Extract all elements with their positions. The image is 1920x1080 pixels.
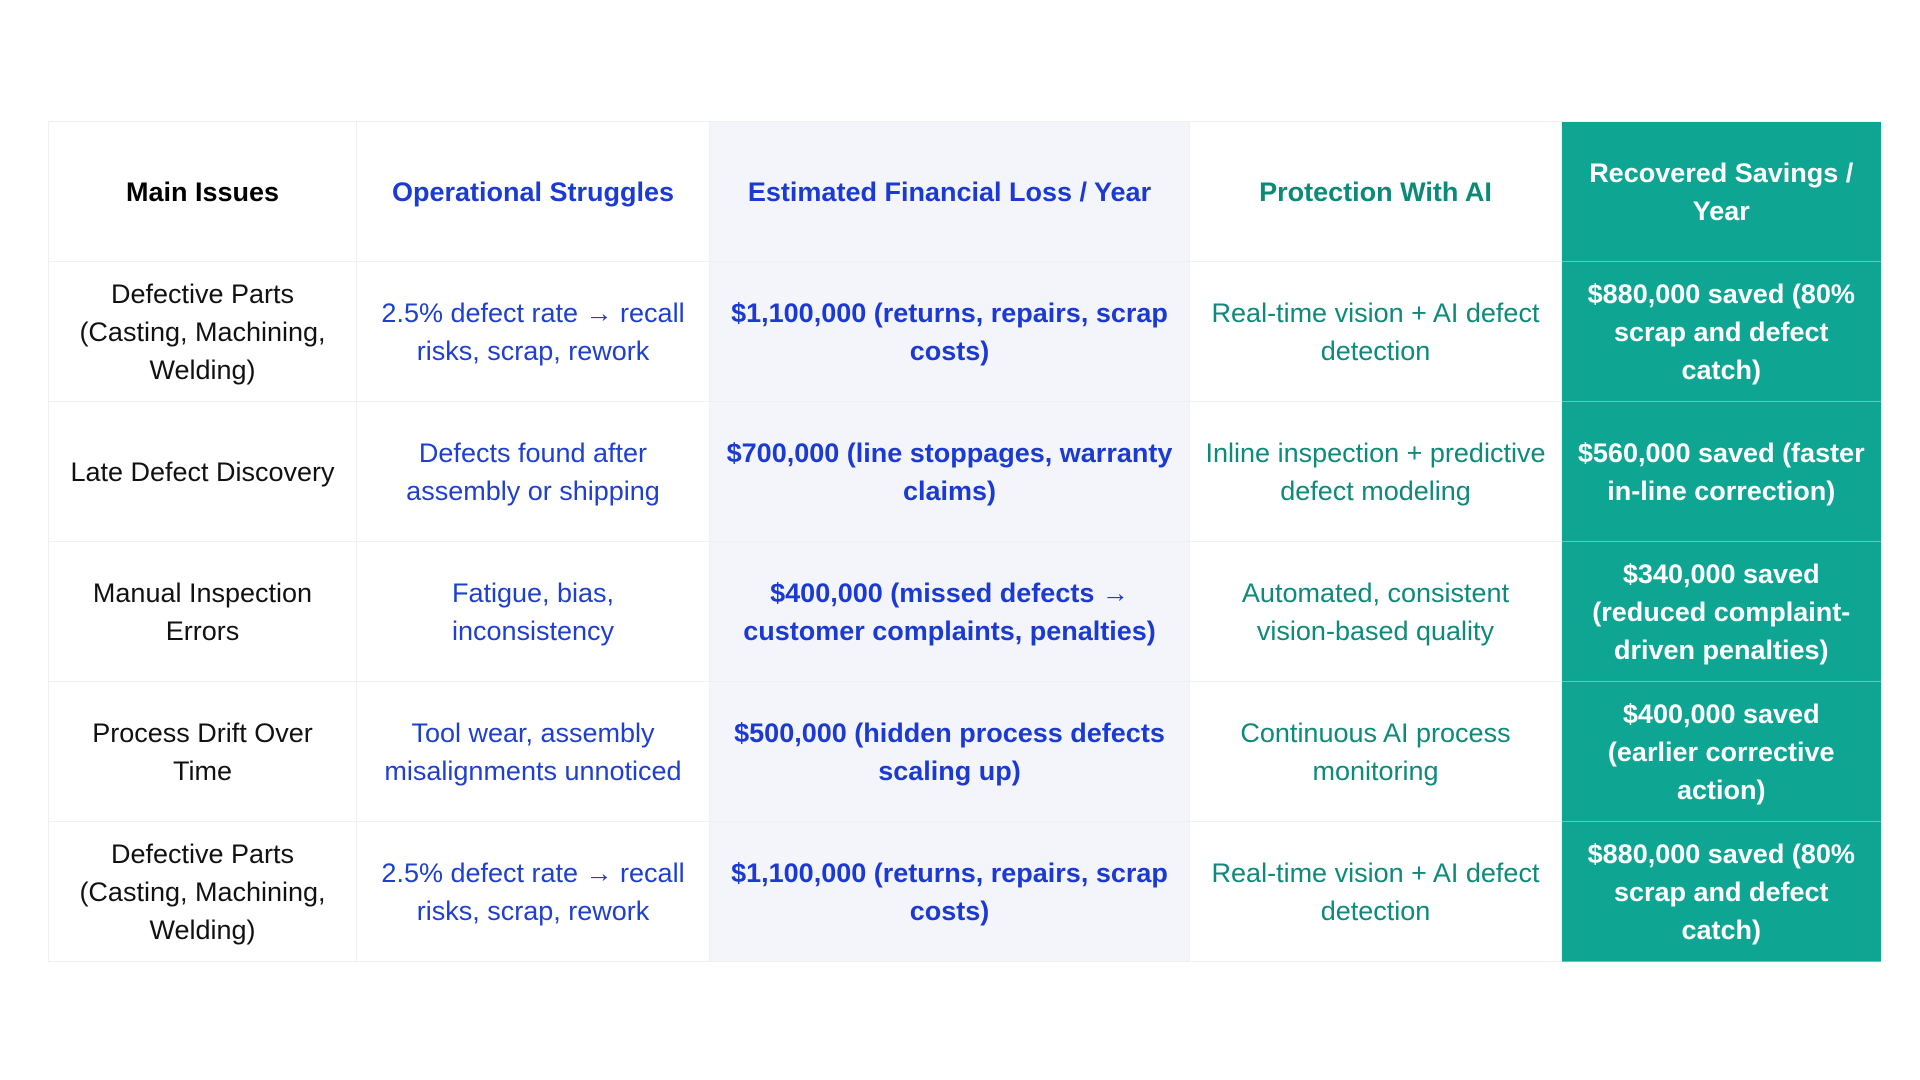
- cell-ai-protection: Real-time vision + AI defect detection: [1190, 822, 1562, 962]
- cell-operational-struggle: Defects found after assembly or shipping: [357, 402, 710, 542]
- cell-operational-struggle: 2.5% defect rate → recall risks, scrap, rework: [357, 262, 710, 402]
- cell-main-issue: Defective Parts (Casting, Machining, Welding): [49, 262, 357, 402]
- cell-financial-loss: $1,100,000 (returns, repairs, scrap costs): [710, 262, 1190, 402]
- header-row: [49, 122, 1881, 262]
- cell-financial-loss: $500,000 (hidden process defects scaling up): [710, 682, 1190, 822]
- table-body: [49, 262, 1881, 962]
- cell-financial-loss: $700,000 (line stoppages, warranty claims): [710, 402, 1190, 542]
- cell-recovered-savings: $560,000 saved (faster in-line correction): [1562, 402, 1881, 542]
- comparison-table-container: [48, 121, 1880, 962]
- table-header: [49, 122, 1881, 262]
- cell-recovered-savings: $340,000 saved (reduced complaint-driven penalties): [1562, 542, 1881, 682]
- cell-recovered-savings: $880,000 saved (80% scrap and defect catch): [1562, 822, 1881, 962]
- cell-main-issue: Late Defect Discovery: [49, 402, 357, 542]
- cell-main-issue: Process Drift Over Time: [49, 682, 357, 822]
- header-protection-with-ai: Protection With AI: [1190, 122, 1562, 262]
- cell-recovered-savings: $880,000 saved (80% scrap and defect catch): [1562, 262, 1881, 402]
- table-row: [49, 402, 1881, 542]
- header-operational-struggles: Operational Struggles: [357, 122, 710, 262]
- cell-main-issue: Manual Inspection Errors: [49, 542, 357, 682]
- table-row: [49, 682, 1881, 822]
- cell-recovered-savings: $400,000 saved (earlier corrective action): [1562, 682, 1881, 822]
- cell-financial-loss: $1,100,000 (returns, repairs, scrap costs): [710, 822, 1190, 962]
- cell-operational-struggle: Tool wear, assembly misalignments unnoticed: [357, 682, 710, 822]
- table-row: [49, 262, 1881, 402]
- cell-ai-protection: Continuous AI process monitoring: [1190, 682, 1562, 822]
- cell-operational-struggle: 2.5% defect rate → recall risks, scrap, rework: [357, 822, 710, 962]
- cell-operational-struggle: Fatigue, bias, inconsistency: [357, 542, 710, 682]
- cell-main-issue: Defective Parts (Casting, Machining, Welding): [49, 822, 357, 962]
- table-row: [49, 822, 1881, 962]
- table-row: [49, 542, 1881, 682]
- header-estimated-financial-loss: Estimated Financial Loss / Year: [710, 122, 1190, 262]
- cell-ai-protection: Real-time vision + AI defect detection: [1190, 262, 1562, 402]
- comparison-table: [48, 121, 1881, 962]
- header-main-issues: Main Issues: [49, 122, 357, 262]
- cell-ai-protection: Automated, consistent vision-based quality: [1190, 542, 1562, 682]
- cell-ai-protection: Inline inspection + predictive defect modeling: [1190, 402, 1562, 542]
- cell-financial-loss: $400,000 (missed defects → customer complaints, penalties): [710, 542, 1190, 682]
- header-recovered-savings: Recovered Savings / Year: [1562, 122, 1881, 262]
